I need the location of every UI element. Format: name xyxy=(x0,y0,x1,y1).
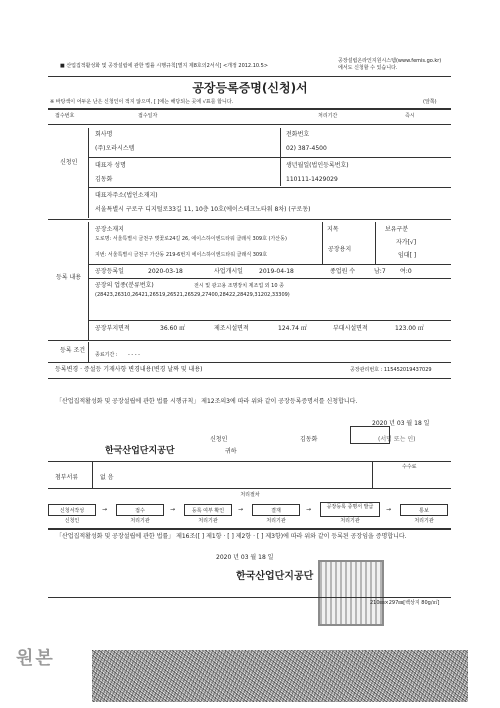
mfg-area-label: 제조시설면적 xyxy=(214,325,249,332)
industry-description: 전시 및 광고용 조명장치 제조업 외 10 종 xyxy=(194,283,284,289)
company-value: (주)오라시스템 xyxy=(95,145,135,152)
reg-date-label: 공장등록일 xyxy=(95,268,124,275)
declaration-date: 2020 년 03 월 18 일 xyxy=(372,420,430,427)
receipt-date-label: 접수일자 xyxy=(138,113,158,119)
instruction-note: ※ 바탕색이 어두운 난은 신청인이 적지 않으며, [ ]에는 해당되는 곳에 √표를 합니다. xyxy=(50,99,234,105)
rent-option: 임대[ ] xyxy=(398,252,417,259)
process-actor: 처리기관 xyxy=(414,518,434,524)
factory-site-label: 공장용지 xyxy=(328,246,352,253)
birth-label: 생년월일(법인등록번호) xyxy=(286,162,349,169)
lot-address: 지번: 서울특별시 금천구 가산동 219-6번지 에이스하이엔드타워 클래식 309호 xyxy=(95,252,268,258)
birth-value: 110111-1429029 xyxy=(286,176,338,183)
security-pattern xyxy=(92,650,468,702)
attachment-label: 첨부서류 xyxy=(55,474,79,481)
attachment-value: 없 음 xyxy=(100,474,114,481)
address-value: 서울특별시 구로구 디지털로33길 11, 10층 10호(에이스테크노타워 8차) (구로동) xyxy=(95,206,311,213)
period-value: 즉시 xyxy=(405,113,415,119)
company-label: 회사명 xyxy=(95,131,113,138)
expiry-label: 종료기간 : xyxy=(95,352,118,358)
page-side: (앞쪽) xyxy=(423,99,437,105)
original-watermark: 원본 xyxy=(16,648,55,669)
process-step: 결재 xyxy=(252,504,300,516)
process-step: 공장등록 증명서 발급 xyxy=(320,502,380,517)
process-header: 처리절차 xyxy=(240,492,260,498)
official-seal xyxy=(318,560,384,626)
expiry-value: - - - - xyxy=(128,352,140,358)
site-area-value: 36.60 ㎡ xyxy=(160,325,186,332)
header-rule xyxy=(48,76,451,77)
table-top-rule xyxy=(48,108,451,110)
address-label: 대표자주소(법인소재지) xyxy=(95,192,158,199)
process-step: 통보 xyxy=(400,504,448,516)
process-actor: 처리기관 xyxy=(130,518,150,524)
issuer: 한국산업단지공단 xyxy=(236,571,314,582)
arrow-icon: → xyxy=(386,506,392,513)
arrow-icon: → xyxy=(238,506,244,513)
recipient: 한국산업단지공단 xyxy=(105,446,175,456)
process-actor: 처리기관 xyxy=(266,518,286,524)
page-title: 공장등록증명(신청)서 xyxy=(192,81,308,95)
certification-date: 2020 년 03 월 18 일 xyxy=(216,554,274,561)
registration-section-label: 등록 내용 xyxy=(56,274,82,281)
land-category-label: 지목 xyxy=(327,226,339,233)
site-area-label: 공장부지면적 xyxy=(95,325,130,332)
applicant-section-label: 신청인 xyxy=(60,159,78,166)
process-actor: 처리기관 xyxy=(340,518,360,524)
location-label: 공장소재지 xyxy=(95,226,124,233)
op-start-label: 사업개시일 xyxy=(214,268,243,275)
certification-text: 「산업집적활성화 및 공장설립에 관한 법률」 제16조([ ] 제1항 · [ ] 제2항 · [ ] 제3항)에 따라 위와 같이 등록된 공장임을 증명합니다. xyxy=(56,533,407,540)
process-step: 접수 xyxy=(116,504,164,516)
receipt-no-label: 접수번호 xyxy=(55,113,75,119)
fee-label: 수수료 xyxy=(402,464,417,470)
arrow-icon: → xyxy=(102,506,108,513)
process-actor: 처리기관 xyxy=(198,518,218,524)
change-label: 등록변경 · 증설등 기재사항 변경내용(변경 날짜 및 내용) xyxy=(55,366,203,373)
stamp-box xyxy=(350,426,390,444)
process-step: 등록 여부 확인 xyxy=(184,504,232,516)
ownership-label: 보유구분 xyxy=(385,226,409,233)
employee-female: 여:0 xyxy=(400,268,412,275)
industry-label: 공장의 업종(분류번호) xyxy=(95,282,154,289)
arrow-icon: → xyxy=(306,506,312,513)
applicant-title: 신청인 xyxy=(210,436,228,443)
mfg-area-value: 124.74 ㎡ xyxy=(278,325,307,332)
representative-label: 대표자 성명 xyxy=(95,162,126,169)
process-actor: 신청인 xyxy=(64,518,80,524)
applicant-name: 김동화 xyxy=(300,436,318,443)
sign-hint: (서명 또는 인) xyxy=(378,436,416,443)
phone-value: 02) 387-4500 xyxy=(286,145,327,152)
own-option: 자가[√] xyxy=(396,239,417,246)
road-address: 도로명: 서울특별시 금천구 벚꽃로24길 26, 에이스하이엔드타워 클래식 309호 (가산동) xyxy=(95,236,287,242)
phone-label: 전화번호 xyxy=(286,131,310,138)
declaration-text: 「산업집적활성화 및 공장설립에 관한 법률 시행규칙」 제12조의3에 따라 위와 같이 공장등록증명서를 신청합니다. xyxy=(56,398,358,405)
employee-male: 남:7 xyxy=(374,268,386,275)
aux-area-value: 123.00 ㎡ xyxy=(395,325,424,332)
employee-label: 종업원 수 xyxy=(330,268,356,275)
reg-date-value: 2020-03-18 xyxy=(148,268,183,275)
arrow-icon: → xyxy=(170,506,176,513)
process-step: 신청서작성 xyxy=(48,504,96,516)
form-reference: ■ 산업집적활성화 및 공장설립에 관한 법률 시행규칙[별지 제8호의2서식] <개정 2012.10.5> xyxy=(60,63,269,69)
period-label: 처리기간 xyxy=(318,113,338,119)
online-note: 공장설립온라인지원시스템(www.femis.go.kr)에서도 신청할 수 있습니다. xyxy=(338,58,442,71)
aux-area-label: 부대시설면적 xyxy=(333,325,368,332)
management-number: 공장관리번호 : 115452019437029 xyxy=(350,367,432,373)
representative-value: 김동화 xyxy=(95,176,113,183)
paper-note: 210㎜×297㎜[백상지 80g/㎡] xyxy=(370,600,440,606)
condition-label: 등록 조건 xyxy=(60,347,86,354)
recipient-suffix: 귀하 xyxy=(225,448,237,455)
industry-codes: (28423,26310,26421,26519,26521,26529,27400,28422,28429,31202,33309) xyxy=(95,292,290,298)
op-start-value: 2019-04-18 xyxy=(259,268,294,275)
